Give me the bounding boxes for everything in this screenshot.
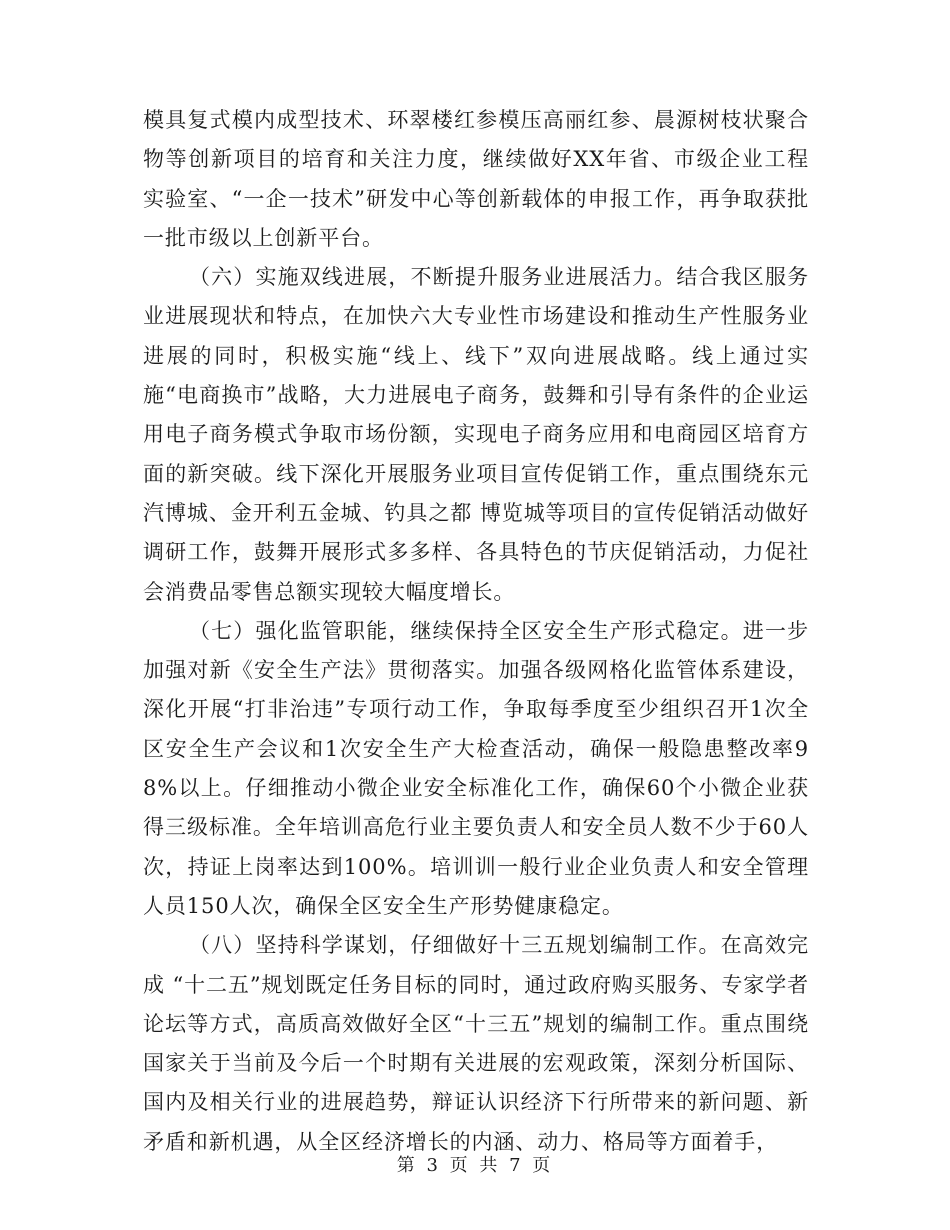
paragraph-section-6: （六）实施双线进展，不断提升服务业进展活力。结合我区服务业进展现状和特点，在加快六大专业性市场建设和推动生产性服务业进展的同时，积极实施“线上、线下”双向进展战略。线上通过实施“电商换市”战略，大力进展电子商务，鼓舞和引导有条件的企业运用电子商务模式争取市场份额，实现电子商务应用和电商园区培育方面的新突破。线下深化开展服务业项目宣传促销工作，重点围绕东元汽博城、金开利五金城、钓具之都 博览城等项目的宣传促销活动做好调研工作，鼓舞开展形式多多样、各具特色的节庆促销活动，力促社会消费品零售总额实现较大幅度增长。 — [143, 265, 809, 604]
page-number-footer: 第 3 页 共 7 页 — [396, 1155, 554, 1176]
document-body — [143, 101, 809, 1162]
paragraph-section-8: （八）坚持科学谋划，仔细做好十三五规划编制工作。在高效完成 “十二五”规划既定任务目标的同时，通过政府购买服务、专家学者论坛等方式，高质高效做好全区“十三五”规划的编制工作。重点围绕国家关于当前及今后一个时期有关进展的宏观政策，深刻分析国际、国内及相关行业的进展趋势，辩证认识经济下行所带来的新问题、新矛盾和新机遇，从全区经济增长的内涵、动力、格局等方面着手， — [143, 933, 809, 1154]
paragraph-section-7: （七）强化监管职能，继续保持全区安全生产形式稳定。进一步加强对新《安全生产法》贯彻落实。加强各级网格化监管体系建设，深化开展“打非治违”专项行动工作，争取每季度至少组织召开1次全区安全生产会议和1次安全生产大检查活动，确保一般隐患整改率98%以上。仔细推动小微企业安全标准化工作，确保60个小微企业获得三级标准。全年培训高危行业主要负责人和安全员人数不少于60人次，持证上岗率达到100%。培训训一般行业企业负责人和安全管理人员150人次，确保全区安全生产形势健康稳定。 — [143, 618, 809, 918]
paragraph-continuation: 模具复式模内成型技术、环翠楼红参模压高丽红参、晨源树枝状聚合物等创新项目的培育和关注力度，继续做好XX年省、市级企业工程实验室、“一企一技术”研发中心等创新载体的申报工作，再争取获批一批市级以上创新平台。 — [143, 108, 809, 250]
